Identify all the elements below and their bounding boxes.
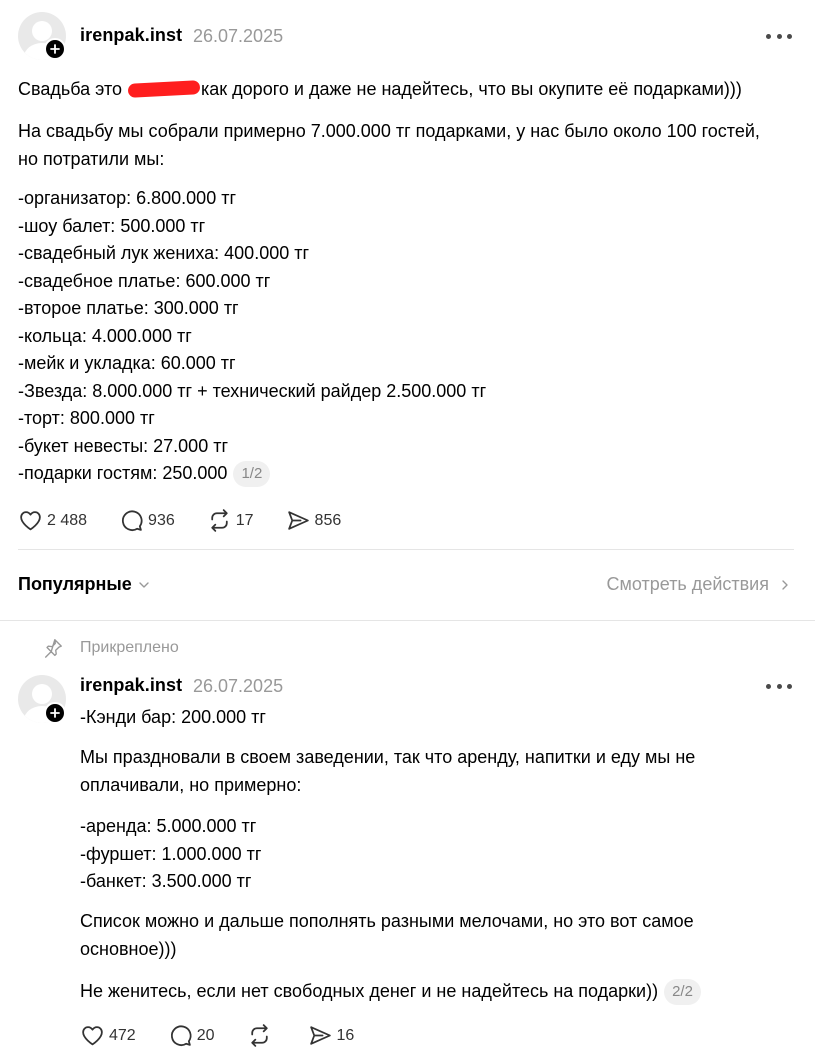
post-actions (80, 1023, 386, 1048)
post-date[interactable]: 26.07.2025 (193, 26, 284, 46)
post-last-line: Не женитесь, если нет свободных денег и не надейтесь на подарки)) 2/2 (80, 978, 800, 1006)
heart-icon (80, 1023, 105, 1048)
follow-plus-icon[interactable] (44, 38, 66, 60)
username[interactable]: irenpak.inst (80, 675, 183, 695)
pin-icon (42, 637, 64, 659)
list-item: -второе платье: 300.000 тг (18, 298, 239, 318)
thread-pager: 1/2 (233, 461, 270, 487)
post-intro: Свадьба это как дорого и даже не надейтесь, что вы окупите её подарками))) (18, 79, 742, 99)
comment-count: 20 (196, 1026, 215, 1044)
list-item: -торт: 800.000 тг (18, 408, 155, 428)
post-paragraph: На свадьбу мы собрали примерно 7.000.000 тг подарками, у нас было около 100 гостей, но потратили мы: (18, 121, 760, 169)
list-item: -банкет: 3.500.000 тг (80, 871, 252, 891)
follow-plus-icon[interactable] (44, 702, 66, 724)
pinned-indicator (42, 637, 179, 659)
list-item: -организатор: 6.800.000 тг (18, 188, 237, 208)
share-count: 856 (314, 511, 342, 529)
like-button[interactable] (18, 508, 87, 533)
repost-arrows-icon (247, 1023, 272, 1048)
list-item: -букет невесты: 27.000 тг (18, 435, 229, 456)
post-body (18, 76, 803, 104)
heart-icon (18, 508, 43, 533)
comment-bubble-icon (168, 1023, 193, 1048)
divider (0, 620, 815, 621)
like-button[interactable] (80, 1023, 136, 1048)
pinned-label: Прикреплено (80, 639, 179, 656)
chevron-right-icon (779, 579, 791, 591)
share-button[interactable] (286, 508, 342, 533)
redaction-mark (128, 80, 201, 98)
divider (18, 549, 794, 550)
list-item: -аренда: 5.000.000 тг (80, 816, 257, 836)
view-actions-link[interactable] (607, 574, 791, 595)
like-count: 2 488 (47, 511, 88, 529)
username[interactable]: irenpak.inst (80, 25, 183, 45)
list-item: -фуршет: 1.000.000 тг (80, 843, 262, 864)
like-count: 472 (109, 1026, 136, 1044)
list-item: -кольца: 4.000.000 тг (18, 325, 192, 346)
expense-list (18, 185, 778, 488)
post-paragraph: Список можно и дальше пополнять разными мелочами, но это вот самое основное))) (80, 911, 694, 959)
list-item: -свадебный лук жениха: 400.000 тг (18, 243, 310, 263)
comment-button[interactable] (119, 508, 175, 533)
more-dots-icon[interactable] (766, 681, 792, 691)
list-item: -шоу балет: 500.000 тг (18, 215, 206, 236)
post-actions (18, 508, 373, 533)
comment-bubble-icon (119, 508, 144, 533)
list-item: -свадебное платье: 600.000 тг (18, 270, 271, 291)
send-icon (286, 508, 311, 533)
comment-count: 936 (148, 511, 175, 529)
expense-list (80, 813, 780, 896)
share-button[interactable] (308, 1023, 355, 1048)
sort-label: Популярные (18, 574, 132, 594)
thread-pager: 2/2 (664, 979, 701, 1005)
post-date[interactable]: 26.07.2025 (193, 676, 284, 696)
sort-dropdown[interactable] (18, 574, 150, 595)
view-actions-label: Смотреть действия (606, 574, 769, 594)
list-item: -подарки гостям: 250.000 1/2 (18, 460, 778, 488)
share-count: 16 (336, 1026, 355, 1044)
send-icon (308, 1023, 333, 1048)
repost-arrows-icon (207, 508, 232, 533)
repost-button[interactable] (207, 508, 254, 533)
post-first-line: -Кэнди бар: 200.000 тг (80, 707, 266, 727)
post-paragraph: Мы праздновали в своем заведении, так что аренду, напитки и еду мы не оплачивали, но примерно: (80, 747, 696, 795)
repost-button[interactable] (247, 1023, 276, 1048)
chevron-down-icon (138, 579, 150, 591)
comment-button[interactable] (168, 1023, 215, 1048)
list-item: -Звезда: 8.000.000 тг + технический райдер 2.500.000 тг (18, 380, 487, 401)
repost-count: 17 (235, 511, 254, 529)
more-dots-icon[interactable] (766, 31, 792, 41)
list-item: -мейк и укладка: 60.000 тг (18, 353, 236, 373)
